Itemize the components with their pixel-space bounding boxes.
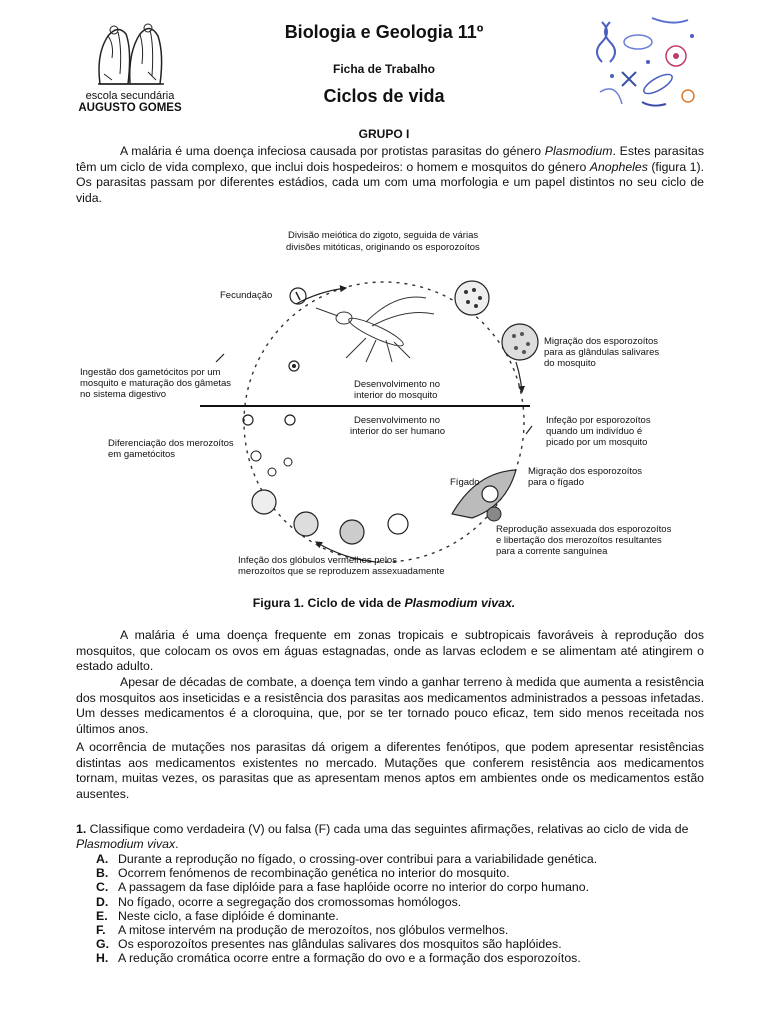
intro-paragraph: [76, 144, 704, 206]
label-migracao-glandulas-3: do mosquito: [544, 358, 596, 369]
option-c: [96, 880, 716, 894]
label-infecao-esp-2: quando um indivíduo é: [546, 426, 643, 437]
option-d-letter: D.: [96, 894, 109, 909]
label-div-meiotica-2: divisões mitóticas, originando os esporozoítos: [286, 242, 480, 253]
option-g-text: Os esporozoítos presentes nas glândulas salivares dos mosquitos são haplóides.: [118, 937, 562, 952]
option-f-text: A mitose intervém na produção de merozoítos, nos glóbulos vermelhos.: [118, 923, 509, 938]
option-b-letter: B.: [96, 866, 109, 881]
liver-schizont: [487, 507, 501, 521]
question-1-number: 1.: [76, 822, 87, 836]
school-name-line1: escola secundária: [85, 90, 175, 102]
red-blood-cell-4: [388, 514, 408, 534]
intro-text-1: A malária é uma doença infeciosa causada por protistas parasitas do género: [120, 144, 545, 158]
label-div-meiotica-1: Divisão meiótica do zigoto, seguida de várias: [288, 230, 479, 241]
question-1-text-end: .: [175, 837, 179, 851]
option-h-letter: H.: [96, 951, 109, 966]
page-title: Biologia e Geologia 11º: [284, 22, 484, 42]
question-1-text: Classifique como verdadeira (V) ou falsa (F) cada uma das seguintes afirmações, relativas ao ciclo de vida de: [86, 822, 689, 836]
label-ingestao-2: mosquito e maturação dos gâmetas: [80, 378, 232, 389]
option-a: [96, 852, 716, 866]
salivary-gland-cell: [502, 324, 538, 360]
label-migracao-figado-1: Migração dos esporozoítos: [528, 466, 643, 477]
option-e-text: Neste ciclo, a fase diplóide é dominante.: [118, 908, 339, 923]
liver-cell: [482, 486, 498, 502]
gametocyte-cell-2: [285, 415, 295, 425]
label-diferenciacao-1: Diferenciação dos merozoítos: [108, 438, 234, 449]
label-desenv-mosquito-1: Desenvolvimento no: [354, 379, 441, 390]
intro-genus-plasmodium: Plasmodium: [544, 144, 613, 158]
label-migracao-figado-2: para o fígado: [528, 477, 584, 488]
figure-caption-species: Plasmodium vivax.: [404, 596, 516, 610]
oocyst-cell: [455, 281, 489, 315]
question-1: [76, 822, 716, 852]
life-cycle-diagram: [76, 222, 704, 582]
red-blood-cell-3: [340, 520, 364, 544]
question-1-species: Plasmodium vivax: [76, 837, 176, 851]
label-reproducao-2: e libertação dos merozoítos resultantes: [496, 535, 662, 546]
label-reproducao-3: para a corrente sanguínea: [496, 546, 608, 557]
life-cycle-figure: [76, 222, 704, 582]
option-h-text: A redução cromática ocorre entre a formação do ovo e a formação dos esporozoítos.: [118, 951, 581, 966]
red-blood-cell-1: [252, 490, 276, 514]
merozoite-cell-1: [251, 451, 261, 461]
school-name-line2: AUGUSTO GOMES: [78, 102, 182, 114]
intro-genus-anopheles: Anopheles: [589, 159, 648, 174]
merozoite-cell-2: [268, 468, 276, 476]
option-g: [96, 937, 716, 951]
label-desenv-humano-2: interior do ser humano: [350, 426, 446, 437]
label-figado: Fígado: [450, 477, 480, 488]
body-paragraph-1: A malária é uma doença frequente em zonas tropicais e subtropicais favoráveis à reprodução dos mosquitos, que colocam os ovos em águas estagnadas, onde as larvas eclodem e se alimentam até atingirem o estado adulto.: [76, 628, 704, 674]
option-c-letter: C.: [96, 880, 109, 895]
option-b: [96, 866, 716, 880]
option-e-letter: E.: [96, 908, 108, 923]
option-a-text: Durante a reprodução no fígado, o crossing-over contribui para a variabilidade genética.: [118, 852, 598, 866]
option-f-letter: F.: [96, 923, 106, 938]
label-reproducao-1: Reprodução assexuada dos esporozoítos: [496, 524, 672, 535]
label-diferenciacao-2: em gametócitos: [108, 449, 176, 460]
label-infecao-glob-1: Infeção dos glóbulos vermelhos pelos: [238, 555, 397, 566]
body-paragraph-2: Apesar de décadas de combate, a doença tem vindo a ganhar terreno à medida que aumenta a resistência dos mosquitos aos inseticidas e a resistência dos parasitas aos medicamentos administrados a pessoas infetadas. Um desses medicamentos é a cloroquina, que, por se ter tornado pouco eficaz, tem sido menos receitada nos últimos anos.: [76, 675, 704, 736]
figure-caption: [0, 596, 768, 610]
label-infecao-esp-3: picado por um mosquito: [546, 437, 648, 448]
intro-text-3: (figura 1). Os parasitas passam por diferentes estádios, cada um com uma morfologia e um papel distintos no seu ciclo de vida.: [76, 159, 704, 205]
label-desenv-humano-1: Desenvolvimento no: [354, 415, 441, 426]
body-paragraph-3: A ocorrência de mutações nos parasitas dá origem a diferentes fenótipos, que podem apresentar resistências distintas aos medicamentos existentes no mercado. Mutações que conferem resistência aos medicamentos tornam, muitas vezes, os parasitas que as apresentam menos aptos em ambientes onde os medicamentos estão ausentes.: [76, 740, 704, 801]
intro-text-2: . Estes parasitas têm um ciclo de vida complexo, que inclui dois hospedeiros: o homem e mosquitos do género: [76, 144, 704, 174]
red-blood-cell-2: [294, 512, 318, 536]
option-c-text: A passagem da fase diplóide para a fase haplóide ocorre no interior do corpo humano.: [118, 880, 590, 895]
label-fecundacao: Fecundação: [220, 290, 273, 301]
label-migracao-glandulas-2: para as glândulas salivares: [544, 347, 660, 358]
label-ingestao-3: no sistema digestivo: [80, 389, 167, 400]
label-ingestao-1: Ingestão dos gametócitos por um: [80, 367, 221, 378]
option-d: [96, 895, 716, 909]
gametocyte-ingested: [216, 354, 224, 362]
merozoite-cell-3: [284, 458, 292, 466]
label-desenv-mosquito-2: interior do mosquito: [354, 390, 438, 401]
option-d-text: No fígado, ocorre a segregação dos cromossomas homólogos.: [118, 894, 462, 909]
figure-caption-text: Figura 1. Ciclo de vida de: [252, 596, 405, 610]
worksheet-subtitle: Ficha de Trabalho: [332, 62, 436, 76]
group-heading: GRUPO I: [358, 127, 410, 141]
topic-title: Ciclos de vida: [323, 86, 445, 106]
label-infecao-esp-1: Infeção por esporozoítos: [546, 415, 651, 426]
label-infecao-glob-2: merozoítos que se reproduzem assexuadamente: [238, 566, 445, 577]
option-h: [96, 951, 716, 965]
label-migracao-glandulas-1: Migração dos esporozoítos: [544, 336, 659, 347]
option-e: [96, 909, 716, 923]
mosquito-drawing: [316, 297, 434, 362]
option-a-letter: A.: [96, 852, 109, 866]
option-f: [96, 923, 716, 937]
option-g-letter: G.: [96, 937, 109, 952]
sporozoite-injected: [526, 426, 532, 434]
option-b-text: Ocorrem fenómenos de recombinação genética no interior do mosquito.: [118, 866, 510, 881]
question-1-options: [96, 852, 716, 966]
